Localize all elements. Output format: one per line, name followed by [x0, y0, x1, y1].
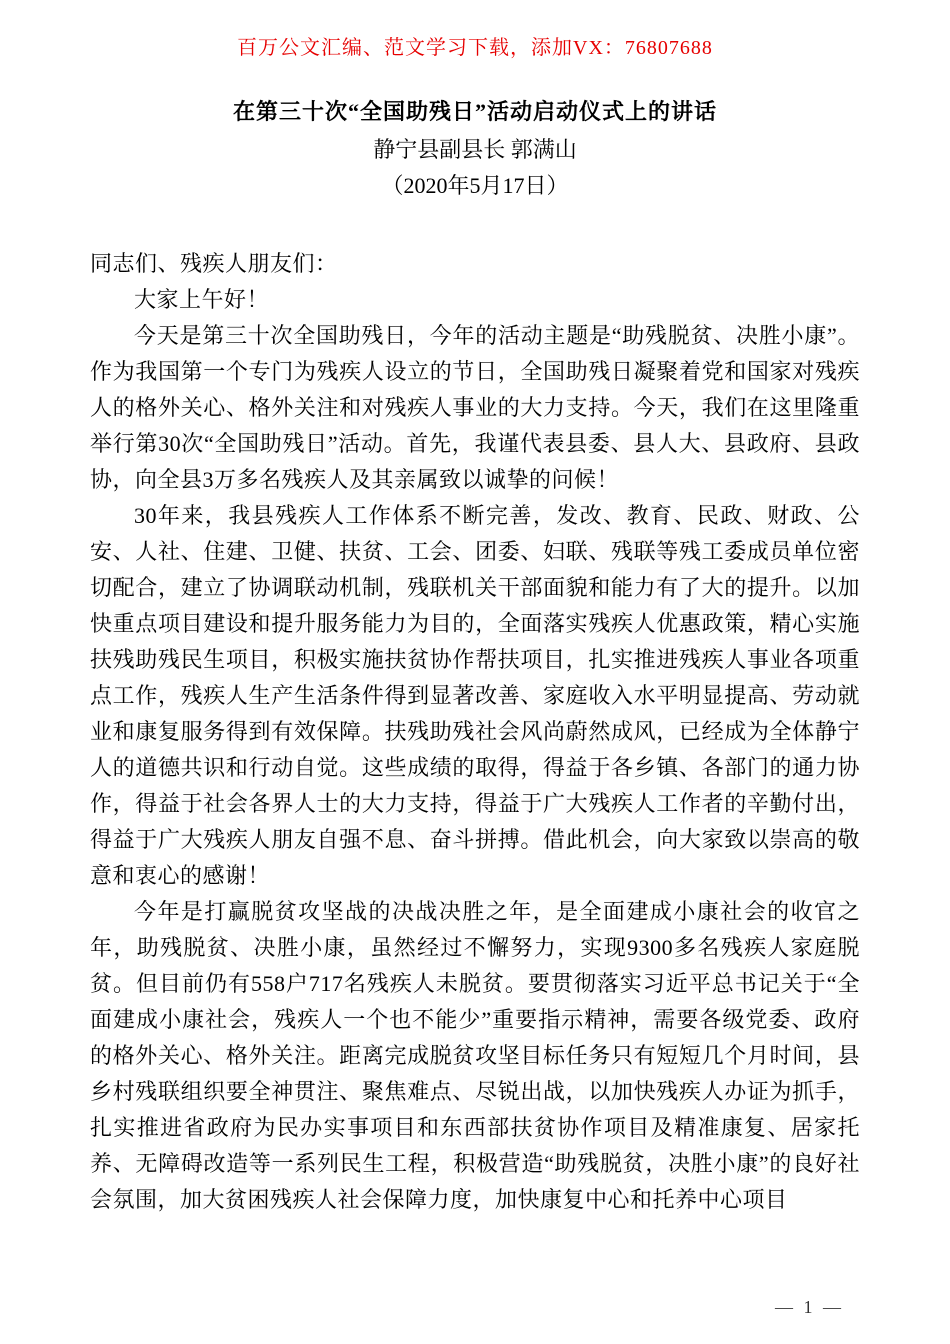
paragraph: 今天是第三十次全国助残日，今年的活动主题是“助残脱贫、决胜小康”。作为我国第一个专门为残疾人设立的节日，全国助残日凝聚着党和国家对残疾人的格外关心、格外关注和对残疾人事业的大力支持。今天，我们在这里隆重举行第30次“全国助残日”活动。首先，我谨代表县委、县人大、县政府、县政协，向全县3万多名残疾人及其亲属致以诚挚的问候！	[90, 323, 860, 492]
header-notice: 百万公文汇编、范文学习下载，添加VX：76807688	[237, 37, 713, 59]
document-title: 在第三十次“全国助残日”活动启动仪式上的讲话	[232, 99, 717, 124]
document-body	[90, 246, 860, 1218]
document-date: （2020年5月17日）	[381, 173, 569, 198]
document-author: 静宁县副县长 郭满山	[373, 137, 577, 162]
page-number: — 1 —	[775, 1297, 844, 1317]
paragraph: 今年是打赢脱贫攻坚战的决战决胜之年，是全面建成小康社会的收官之年，助残脱贫、决胜小康，虽然经过不懈努力，实现9300多名残疾人家庭脱贫。但目前仍有558户717名残疾人未脱贫。要贯彻落实习近平总书记关于“全面建成小康社会，残疾人一个也不能少”重要指示精神，需要各级党委、政府的格外关心、格外关注。距离完成脱贫攻坚目标任务只有短短几个月时间，县乡村残联组织要全神贯注、聚焦难点、尽锐出战，以加快残疾人办证为抓手，扎实推进省政府为民办实事项目和东西部扶贫协作项目及精准康复、居家托养、无障碍改造等一系列民生工程，积极营造“助残脱贫，决胜小康”的良好社会氛围，加大贫困残疾人社会保障力度，加快康复中心和托养中心项目	[90, 899, 860, 1212]
paragraph: 大家上午好！	[134, 287, 270, 312]
paragraph: 同志们、残疾人朋友们：	[90, 251, 338, 276]
paragraph: 30年来，我县残疾人工作体系不断完善，发改、教育、民政、财政、公安、人社、住建、卫健、扶贫、工会、团委、妇联、残联等残工委成员单位密切配合，建立了协调联动机制，残联机关干部面貌和能力有了大的提升。以加快重点项目建设和提升服务能力为目的，全面落实残疾人优惠政策，精心实施扶残助残民生项目，积极实施扶贫协作帮扶项目，扎实推进残疾人事业各项重点工作，残疾人生产生活条件得到显著改善、家庭收入水平明显提高、劳动就业和康复服务得到有效保障。扶残助残社会风尚蔚然成风，已经成为全体静宁人的道德共识和行动自觉。这些成绩的取得，得益于各乡镇、各部门的通力协作，得益于社会各界人士的大力支持，得益于广大残疾人工作者的辛勤付出，得益于广大残疾人朋友自强不息、奋斗拼搏。借此机会，向大家致以崇高的敬意和衷心的感谢！	[90, 503, 860, 888]
